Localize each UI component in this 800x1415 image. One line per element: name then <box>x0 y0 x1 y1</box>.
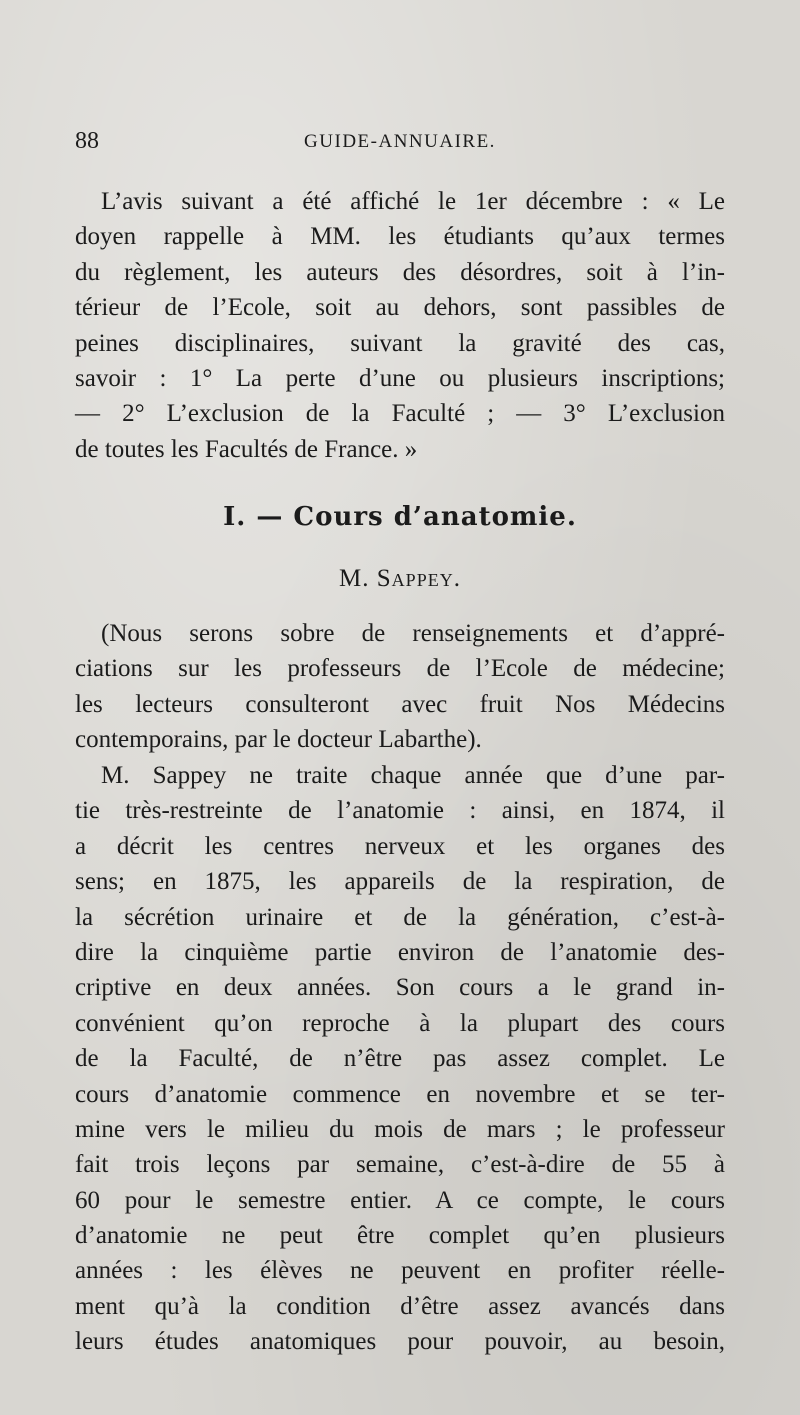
text-line: de toutes les Facultés de France. » <box>75 435 418 463</box>
text-line: criptive en deux années. Son cours a le grand in- <box>75 974 725 1002</box>
text-line: M. Sappey ne traite chaque année que d’une par- <box>101 762 725 789</box>
text-line: fait trois leçons par semaine, c’est-à-dire de 55 à <box>75 1151 725 1179</box>
text-line: leurs études anatomiques pour pouvoir, au besoin, <box>75 1328 725 1356</box>
text-line: L’avis suivant a été affiché le 1er décembre : « Le <box>101 188 725 215</box>
text-line: convénient qu’on reproche à la plupart des cours <box>75 1009 725 1037</box>
text-line: (Nous serons sobre de renseignements et d’appré- <box>101 620 725 647</box>
text-line: de la Faculté, de n’être pas assez complet. Le <box>75 1045 725 1073</box>
text-line: dire la cinquième partie environ de l’anatomie des- <box>75 938 725 966</box>
course-description-paragraph <box>75 758 725 1360</box>
text-line: contemporains, par le docteur Labarthe). <box>75 726 482 754</box>
text-line: la sécrétion urinaire et de la génération, c’est-à- <box>75 903 725 931</box>
page-number: 88 <box>75 128 99 154</box>
text-line: doyen rappelle à MM. les étudiants qu’aux termes <box>75 223 725 251</box>
text-line: les lecteurs consulteront avec fruit Nos Médecins <box>75 690 725 718</box>
editorial-note-paragraph <box>75 616 725 758</box>
professor-name <box>75 565 725 593</box>
text-line: sens; en 1875, les appareils de la respiration, de <box>75 868 725 896</box>
text-line: savoir : 1° La perte d’une ou plusieurs inscriptions; <box>75 364 725 392</box>
notice-paragraph <box>75 184 725 467</box>
text-line: ment qu’à la condition d’être assez avancés dans <box>75 1292 725 1320</box>
text-line: du règlement, les auteurs des désordres, soit à l’in- <box>75 258 725 286</box>
text-line: 60 pour le semestre entier. A ce compte, le cours <box>75 1186 725 1214</box>
running-title: GUIDE-ANNUAIRE. <box>304 131 496 152</box>
text-line: a décrit les centres nerveux et les organes des <box>75 832 725 860</box>
professor-name-text: M. Sappey. <box>339 565 461 592</box>
text-line: d’anatomie ne peut être complet qu’en plusieurs <box>75 1222 725 1250</box>
page-header <box>75 128 725 158</box>
text-line: ciations sur les professeurs de l’Ecole de médecine; <box>75 655 725 683</box>
text-line: térieur de l’Ecole, soit au dehors, sont passibles de <box>75 294 725 322</box>
text-line: cours d’anatomie commence en novembre et se ter- <box>75 1080 725 1108</box>
text-line: mine vers le milieu du mois de mars ; le professeur <box>75 1115 725 1143</box>
text-line: — 2° L’exclusion de la Faculté ; — 3° L’exclusion <box>75 400 725 428</box>
text-line: années : les élèves ne peuvent en profiter réelle- <box>75 1257 725 1285</box>
text-line: peines disciplinaires, suivant la gravité des cas, <box>75 329 725 357</box>
text-line: tie très-restreinte de l’anatomie : ainsi, en 1874, il <box>75 797 725 825</box>
section-heading: I. — Cours d’anatomie. <box>223 502 577 532</box>
